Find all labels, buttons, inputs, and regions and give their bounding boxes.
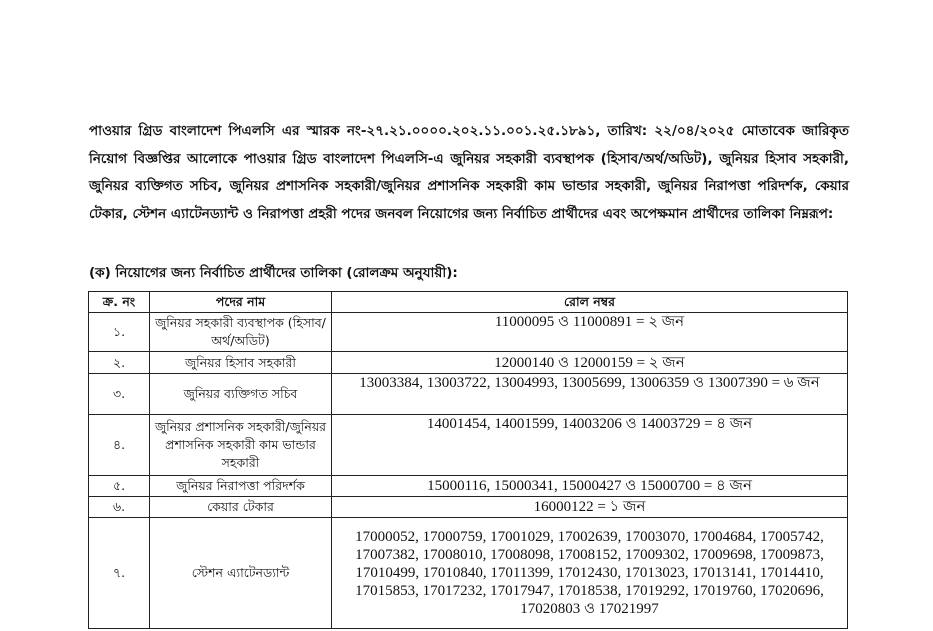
row-post: জুনিয়র সহকারী ব্যবস্থাপক (হিসাব/অর্থ/অডিট)	[150, 313, 332, 352]
selected-candidates-table	[88, 291, 848, 629]
row-post: জুনিয়র প্রশাসনিক সহকারী/জুনিয়র প্রশাসনিক সহকারী কাম ভান্ডার সহকারী	[150, 415, 332, 476]
table-row	[89, 415, 848, 476]
row-rolls: 11000095 ও 11000891 = ২ জন	[332, 313, 848, 352]
row-serial: ৭.	[89, 518, 150, 629]
table-row	[89, 313, 848, 352]
row-rolls: 13003384, 13003722, 13004993, 13005699, 13006359 ও 13007390 = ৬ জন	[332, 374, 848, 415]
row-post: জুনিয়র হিসাব সহকারী	[150, 352, 332, 374]
table-row	[89, 497, 848, 518]
table-row	[89, 476, 848, 497]
table-row	[89, 374, 848, 415]
row-rolls: 15000116, 15000341, 15000427 ও 15000700 = ৪ জন	[332, 476, 848, 497]
row-post: জুনিয়র ব্যক্তিগত সচিব	[150, 374, 332, 415]
section-title: (ক) নিয়োগের জন্য নির্বাচিত প্রার্থীদের তালিকা (রোলক্রম অনুযায়ী):	[89, 265, 458, 281]
row-post: জুনিয়র নিরাপত্তা পরিদর্শক	[150, 476, 332, 497]
row-serial: ৬.	[89, 497, 150, 518]
row-serial: ৩.	[89, 374, 150, 415]
row-serial: ২.	[89, 352, 150, 374]
row-rolls: 14001454, 14001599, 14003206 ও 14003729 = ৪ জন	[332, 415, 848, 476]
row-rolls: 12000140 ও 12000159 = ২ জন	[332, 352, 848, 374]
row-post: স্টেশন এ্যাটেনড্যান্ট	[150, 518, 332, 629]
row-serial: ৫.	[89, 476, 150, 497]
table-header-row	[89, 292, 848, 313]
row-serial: ১.	[89, 313, 150, 352]
table-row	[89, 518, 848, 629]
row-rolls: 16000122 = ১ জন	[332, 497, 848, 518]
row-serial: ৪.	[89, 415, 150, 476]
row-post: কেয়ার টেকার	[150, 497, 332, 518]
intro-paragraph: পাওয়ার গ্রিড বাংলাদেশ পিএলসি এর স্মারক নং-২৭.২১.০০০০.২০২.১১.০০১.২৫.১৮৯১, তারিখ: ২২/০৪/২০২৫ মোতাবেক জারিকৃত নিয়োগ বিজ্ঞপ্তির আলোকে পাওয়ার গ্রিড বাংলাদেশ পিএলসি-এ জুনিয়র সহকারী ব্যবস্থাপক (হিসাব/অর্থ/অডিট), জুনিয়র হিসাব সহকারী, জুনিয়র ব্যক্তিগত সচিব, জুনিয়র প্রশাসনিক সহকারী/জুনিয়র প্রশাসনিক সহকারী কাম ভান্ডার সহকারী, জুনিয়র নিরাপত্তা পরিদর্শক, কেয়ার টেকার, স্টেশন এ্যাটেনড্যান্ট ও নিরাপত্তা প্রহরী পদের জনবল নিয়োগের জন্য নির্বাচিত প্রার্থীদের এবং অপেক্ষমান প্রার্থীদের তালিকা নিম্নরূপ:	[89, 123, 849, 222]
header-roll-number: রোল নম্বর	[332, 292, 848, 313]
header-post-name: পদের নাম	[150, 292, 332, 313]
header-serial: ক্র. নং	[89, 292, 150, 313]
table-row	[89, 352, 848, 374]
row-rolls: 17000052, 17000759, 17001029, 17002639, 17003070, 17004684, 17005742, 17007382, 17008010, 17008098, 17008152, 17009302, 17009698, 17009873, 17010499, 17010840, 17011399, 17012430, 17013023, 17013141, 17014410, 17015853, 17017232, 17017947, 17018538, 17019292, 17019760, 17020696, 17020803 ও 17021997	[332, 518, 848, 629]
